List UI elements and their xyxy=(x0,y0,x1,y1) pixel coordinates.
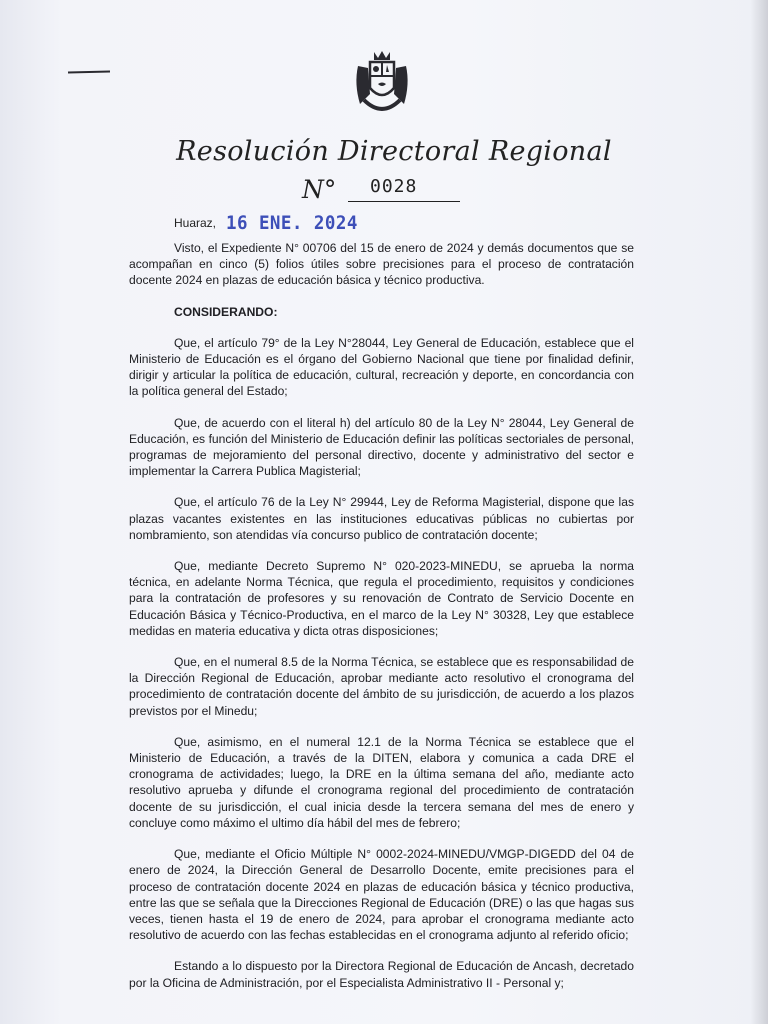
paragraph-1: Que, el artículo 79° de la Ley N°28044, Ley General de Educación, establece que el Ministerio de Educación es el órgano del Gobierno Nacional que tiene por finalidad definir, dirigir y articular la política de educación, cultural, recreación y deporte, en concordancia con la política general del Estado; xyxy=(129,335,634,399)
resolution-number xyxy=(302,175,492,205)
date-stamp: 16 ENE. 2024 xyxy=(226,212,358,234)
pen-mark xyxy=(68,70,110,73)
visto-paragraph: Visto, el Expediente N° 00706 del 15 de enero de 2024 y demás documentos que se acompañan en cinco (5) folios útiles sobre precisiones para el proceso de contratación docente 2024 en plazas de educación básica y técnico productiva. xyxy=(129,241,634,288)
paragraph-5: Que, en el numeral 8.5 de la Norma Técnica, se establece que es responsabilidad de la Dirección Regional de Educación, aprobar mediante acto resolutivo el cronograma del procedimiento de contratación docente del ámbito de su jurisdicción, de acuerdo a los plazos previstos por el Minedu; xyxy=(129,655,634,718)
paragraph-8: Estando a lo dispuesto por la Directora Regional de Educación de Ancash, decretado por la Oficina de Administración, por el Especialista Administrativo II - Personal y; xyxy=(129,959,634,990)
number-value: 0028 xyxy=(370,176,418,197)
national-coat-of-arms-seal xyxy=(350,48,414,120)
paragraph-3: Que, el artículo 76 de la Ley N° 29944, Ley de Reforma Magisterial, dispone que las plazas vacantes existentes en las instituciones educativas públicas no cubiertas por nombramiento, son atendidas vía concurso publico de contratación docente; xyxy=(129,495,634,542)
paragraph-2: Que, de acuerdo con el literal h) del artículo 80 de la Ley N° 28044, Ley General de Educación, es función del Ministerio de Educación definir las políticas sectoriales de personal, programas de mejoramiento del personal directivo, docente y administrativo del sector e implementar la Carrera Publica Magisterial; xyxy=(129,415,634,479)
considerando-heading: CONSIDERANDO: xyxy=(174,304,278,319)
place-label: Huaraz, xyxy=(174,216,217,230)
paragraph-4: Que, mediante Decreto Supremo N° 020-2023-MINEDU, se aprueba la norma técnica, en adelante Norma Técnica, que regula el procedimiento, requisitos y condiciones para la contratación de profesores y su renovación de Contrato de Servicio Docente en Educación Básica y Técnico-Productiva, en el marco de la Ley N° 30328, Ley que establece medidas en materia educativa y dicta otras disposiciones; xyxy=(129,559,634,638)
document-body xyxy=(129,240,634,991)
document-title: Resolución Directoral Regional xyxy=(176,136,612,167)
paragraph-6: Que, asimismo, en el numeral 12.1 de la Norma Técnica se establece que el Ministerio de Educación, a través de la DITEN, elabora y comunica a cada DRE el cronograma de actividades; luego, la DRE en la última semana del año, mediante acto resolutivo aprueba y difunde el cronograma regional del procedimiento de contratación docente de su jurisdicción, el cual inicia desde la tercera semana del mes de enero y concluye como máximo el ultimo día hábil del mes de febrero; xyxy=(129,734,634,830)
number-label: N° xyxy=(302,175,337,204)
place-date-row xyxy=(174,212,474,238)
paragraph-7: Que, mediante el Oficio Múltiple N° 0002-2024-MINEDU/VMGP-DIGEDD del 04 de enero de 2024, la Dirección General de Desarrollo Docente, emite precisiones para el proceso de contratación docente 2024 en plazas de educación básica y técnico productiva, entre las que se señala que la Direcciones Regional de Educación (DRE) o las que hagas sus veces, tienen hasta el 19 de enero de 2024, para aprobar el cronograma mediante acto resolutivo de acuerdo con las fechas establecidas en el cronograma adjunto al referido oficio; xyxy=(129,847,634,943)
number-underline xyxy=(348,201,460,202)
